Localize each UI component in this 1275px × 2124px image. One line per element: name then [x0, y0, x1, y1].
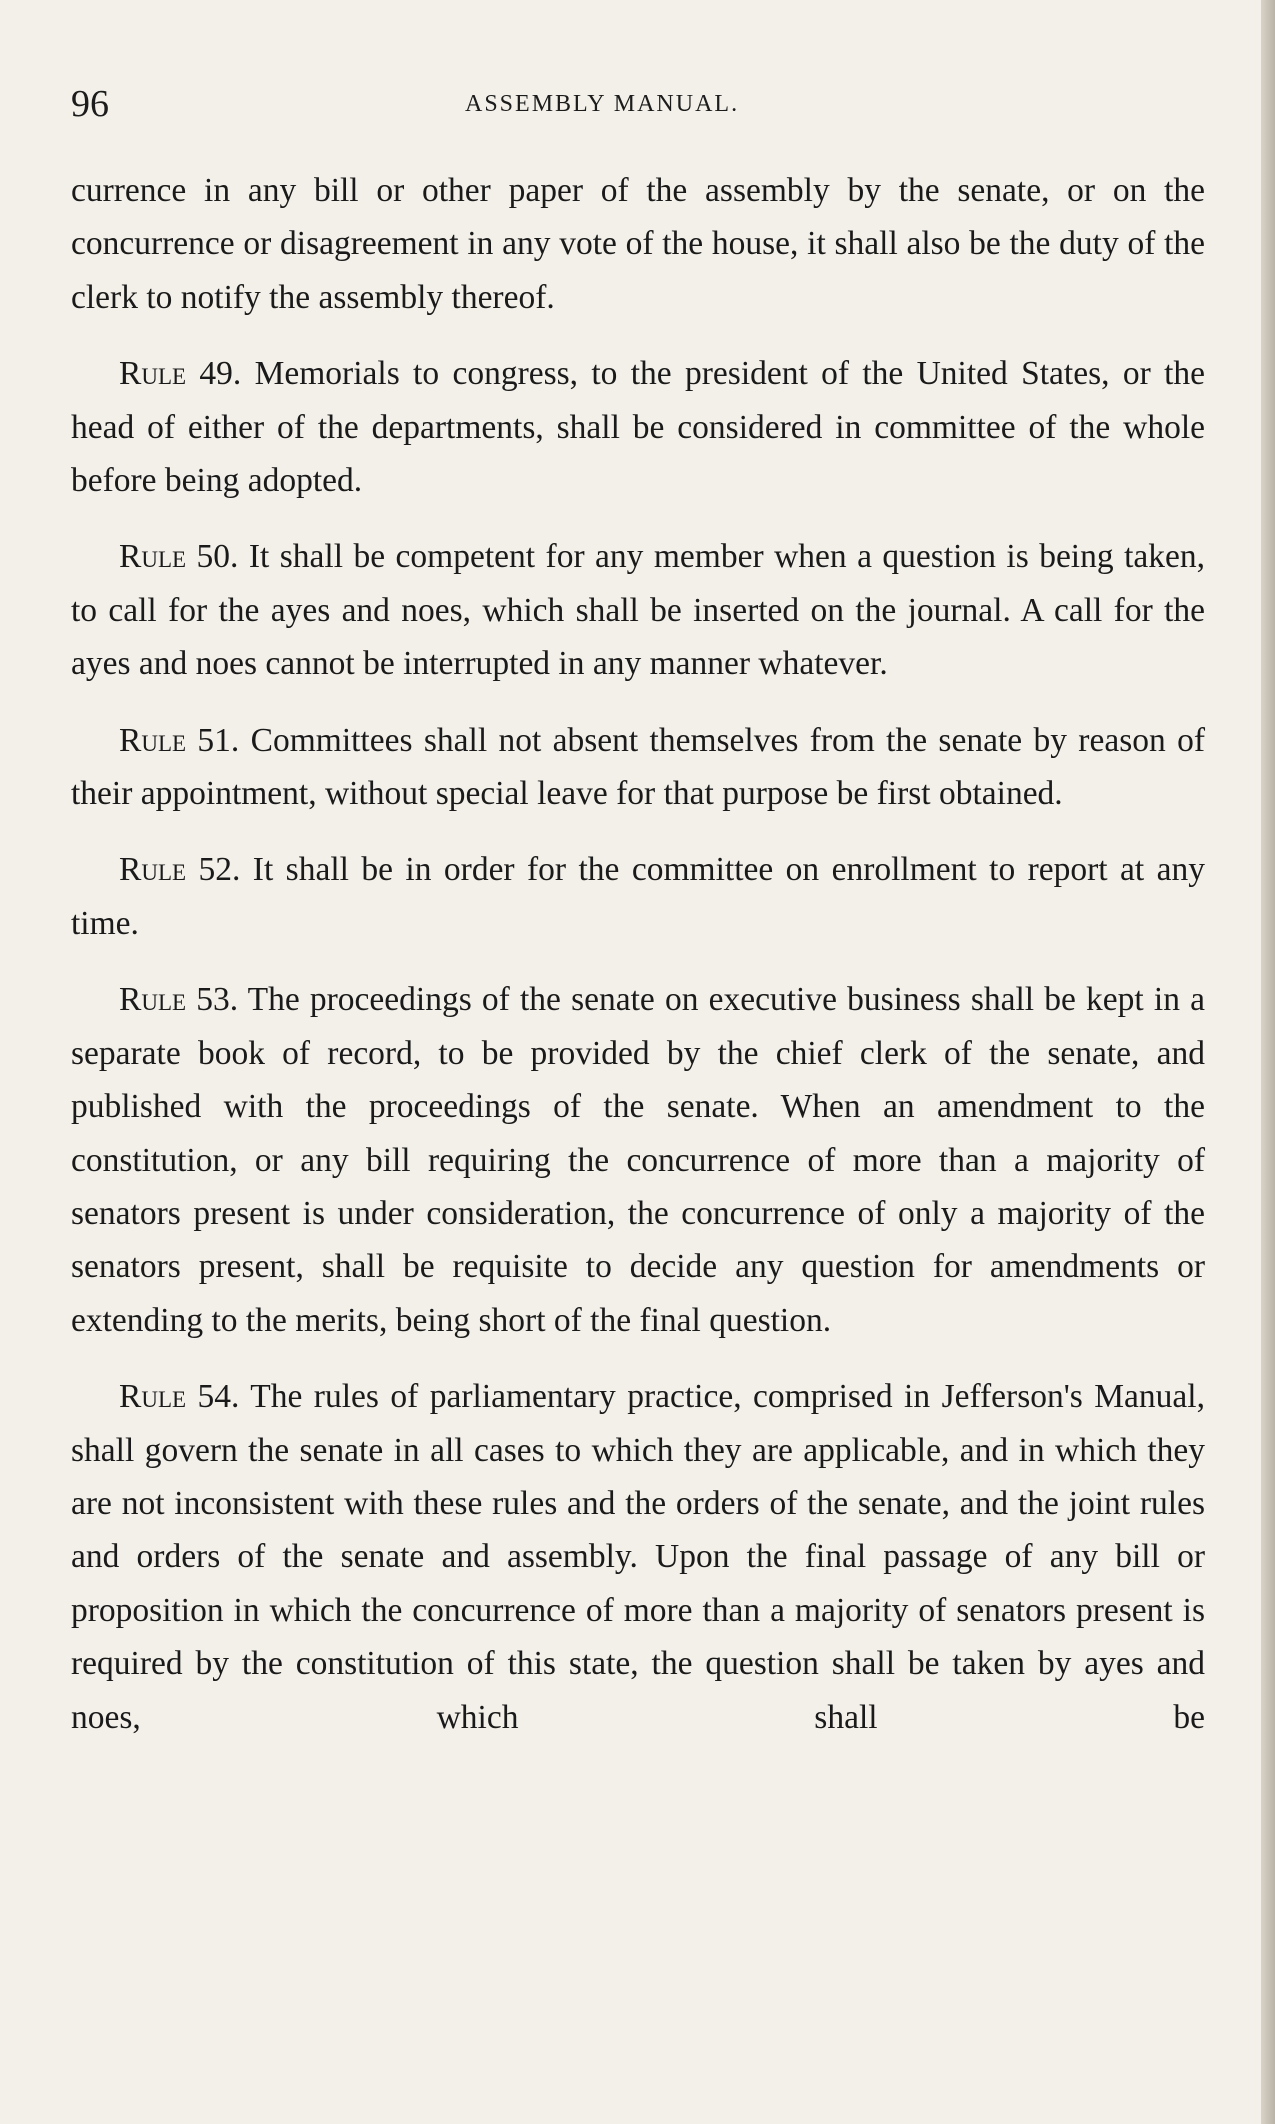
page-header	[71, 82, 831, 132]
rule-50-paragraph	[71, 530, 1205, 690]
rule-label: Rule 52.	[119, 851, 241, 889]
body-text	[71, 164, 1205, 1767]
paragraph-text: It shall be competent for any member when a question is being taken, to call for the ayes and noes, which shall be inserted on the journal. A call for the ayes and noes cannot be interrupted in any manner whatever.	[71, 538, 1205, 683]
page-number: 96	[71, 83, 109, 125]
page-edge-shadow	[1261, 0, 1275, 2124]
rule-52-paragraph	[71, 843, 1205, 950]
rule-49-paragraph	[71, 347, 1205, 507]
rule-label: Rule 53.	[119, 981, 239, 1019]
rule-54-paragraph	[71, 1370, 1205, 1744]
paragraph-text: It shall be in order for the committee on enrollment to report at any time.	[71, 851, 1206, 942]
rule-label: Rule 54.	[119, 1378, 240, 1416]
rule-label: Rule 50.	[119, 538, 239, 576]
paragraph-continuation	[71, 164, 1205, 324]
paragraph-text: Committees shall not absent themselves from the senate by reason of their appointment, without special leave for that purpose be first obtained.	[71, 721, 1205, 813]
rule-label: Rule 51.	[119, 721, 240, 759]
running-head: ASSEMBLY MANUAL.	[465, 91, 740, 117]
paragraph-text: currence in any bill or other paper of the assembly by the senate, or on the concurrence or disagreement in any vote of the house, it shall also be the duty of the clerk to notify the assembly thereof.	[71, 172, 1205, 316]
rule-53-paragraph	[71, 973, 1205, 1347]
paragraph-text: The proceedings of the senate on executive business shall be kept in a separate book of record, to be provided by the chief clerk of the senate, and published with the proceedings of the senate. When an amendment to the constitution, or any bill requiring the concurrence of more than a majority of senators present is under consideration, the concurrence of only a majority of the senators present, shall be requisite to decide any question for amendments or extending to the merits, being short of the final question.	[71, 981, 1205, 1339]
rule-label: Rule 49.	[119, 355, 242, 393]
paragraph-text: Memorials to congress, to the president of the United States, or the head of either of the departments, shall be considered in committee of the whole before being adopted.	[71, 355, 1205, 500]
rule-51-paragraph	[71, 714, 1205, 821]
paragraph-text: The rules of parliamentary practice, comprised in Jefferson's Manual, shall govern the senate in all cases to which they are applicable, and in which they are not inconsistent with these rules and the orders of the senate, and the joint rules and orders of the senate and assembly. Upon the final passage of any bill or proposition in which the concurrence of more than a majority of senators present is required by the constitution of this state, the question shall be taken by ayes and noes, which shall be	[71, 1378, 1205, 1736]
